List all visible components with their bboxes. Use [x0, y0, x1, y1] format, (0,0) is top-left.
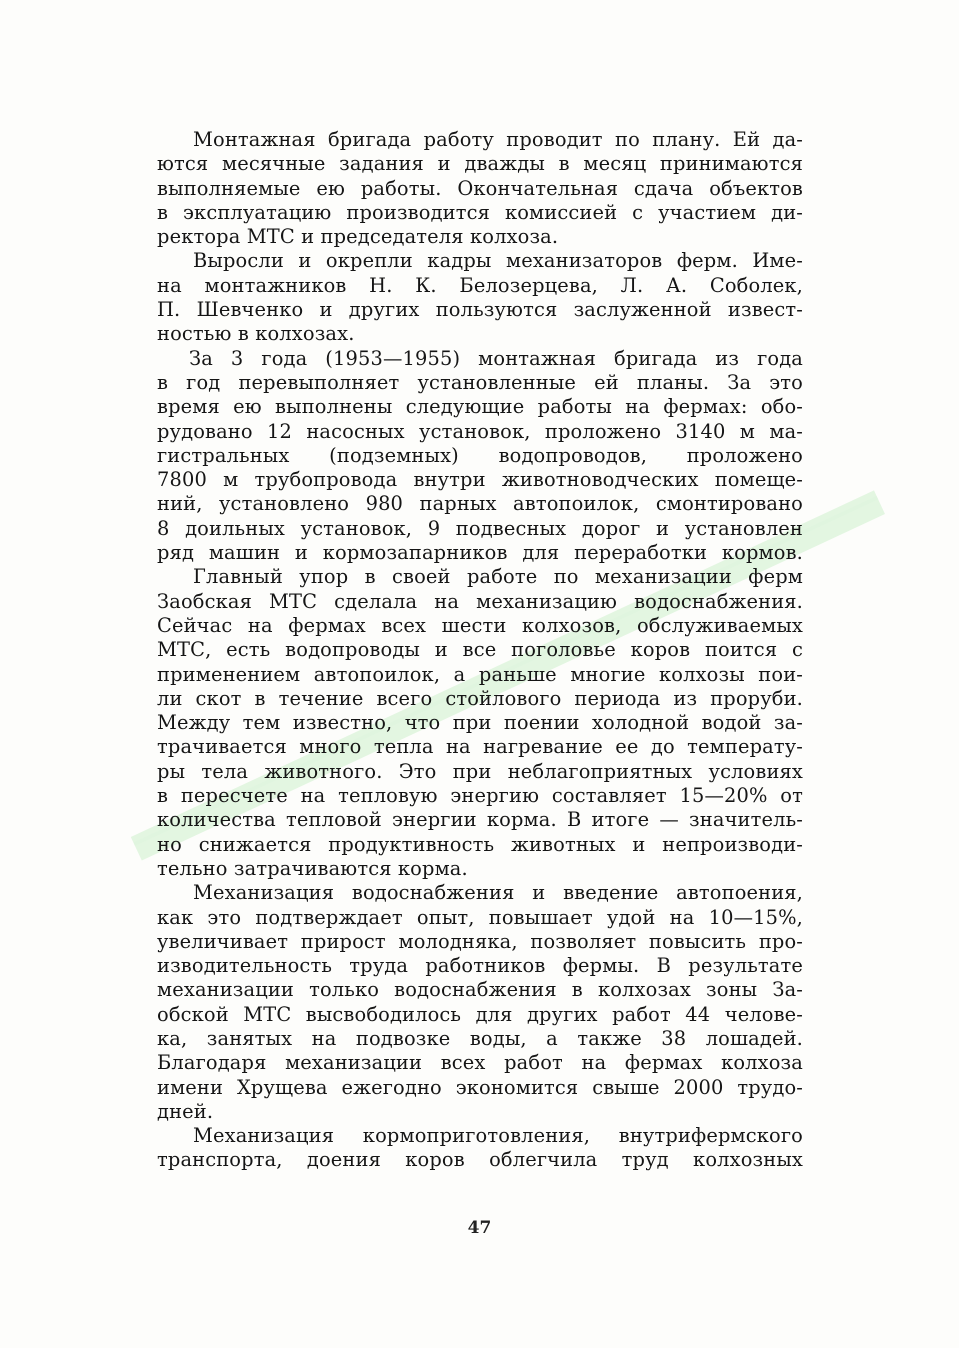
text-line: Главный упор в своей работе по механизации ферм — [193, 565, 803, 589]
page-number: 47 — [467, 1218, 492, 1238]
text-line: на монтажников Н. К. Белозерцева, Л. А. Соболек, — [157, 273, 803, 297]
text-line: увеличивает прирост молодняка, позволяет повысить про- — [157, 929, 803, 953]
text-line: ряд машин и кормозапарников для переработки кормов. — [157, 541, 803, 565]
text-line: время ею выполнены следующие работы на фермах: обо- — [157, 395, 803, 419]
text-line: ректора МТС и председателя колхоза. — [157, 225, 559, 249]
text-line: Заобская МТС сделала на механизацию водоснабжения. — [157, 589, 803, 613]
text-line: Между тем известно, что при поении холодной водой за- — [157, 711, 803, 735]
text-line: тельно затрачиваются корма. — [157, 856, 468, 880]
text-line: но снижается продуктивность животных и непроизводи- — [157, 832, 803, 856]
text-line: обской МТС высвободилось для других работ 44 челове- — [157, 1002, 803, 1026]
text-line: рудовано 12 насосных установок, проложено 3140 м ма- — [157, 419, 803, 443]
text-line: Механизация водоснабжения и введение автопоения, — [193, 881, 803, 905]
text-line: ностью в колхозах. — [157, 322, 355, 346]
text-line: Монтажная бригада работу проводит по плану. Ей да- — [193, 128, 803, 151]
text-line: в год перевыполняет установленные ей планы. За это — [157, 370, 803, 394]
text-line: ются месячные задания и дважды в месяц принимаются — [157, 152, 803, 176]
text-line: Благодаря механизации всех работ на фермах колхоза — [157, 1051, 803, 1075]
text-line: в эксплуатацию производится комиссией с участием ди- — [157, 200, 803, 224]
text-line: применением автопоилок, а раньше многие колхозы пои- — [157, 662, 803, 686]
text-line: 8 доильных установок, 9 подвесных дорог и установлен — [157, 516, 803, 540]
text-line: Сейчас на фермах всех шести колхозов, обслуживаемых — [157, 613, 803, 637]
text-line: механизации только водоснабжения в колхозах зоны За- — [157, 978, 803, 1002]
text-line: Выросли и окрепли кадры механизаторов ферм. Име- — [193, 249, 803, 273]
text-line: ли скот в течение всего стойлового периода из проруби. — [157, 686, 803, 710]
text-line: количества тепловой энергии корма. В итоге — значитель- — [157, 808, 803, 832]
body-text — [157, 128, 803, 1173]
text-line: дней. — [157, 1099, 214, 1123]
text-line: ры тела животного. Это при неблагоприятных условиях — [157, 759, 803, 783]
text-line: трачивается много тепла на нагревание ее до температу- — [157, 735, 803, 759]
text-line: 7800 м трубопровода внутри животноводческих помеще- — [157, 468, 803, 492]
text-line: ний, установлено 980 парных автопоилок, смонтировано — [157, 492, 803, 516]
text-line: П. Шевченко и других пользуются заслуженной извест- — [157, 298, 803, 322]
text-line: как это подтверждает опыт, повышает удой на 10—15%, — [157, 905, 803, 929]
text-line: Механизация кормоприготовления, внутрифермского — [193, 1124, 803, 1148]
text-line: имени Хрущева ежегодно экономится свыше 2000 трудо- — [157, 1075, 803, 1099]
text-line: гистральных (подземных) водопроводов, проложено — [157, 443, 803, 467]
text-line: транспорта, доения коров облегчила труд колхозных — [157, 1148, 803, 1172]
text-line: МТС, есть водопроводы и все поголовье коров поится с — [157, 638, 803, 662]
text-line: ка, занятых на подвозке воды, а также 38 лошадей. — [157, 1026, 803, 1050]
text-line: За 3 года (1953—1955) монтажная бригада из года — [189, 346, 803, 370]
text-line: в пересчете на тепловую энергию составляет 15—20% от — [157, 784, 803, 808]
text-line: выполняемые ею работы. Окончательная сдача объектов — [157, 176, 803, 200]
text-line: изводительность труда работников фермы. В результате — [157, 954, 803, 978]
